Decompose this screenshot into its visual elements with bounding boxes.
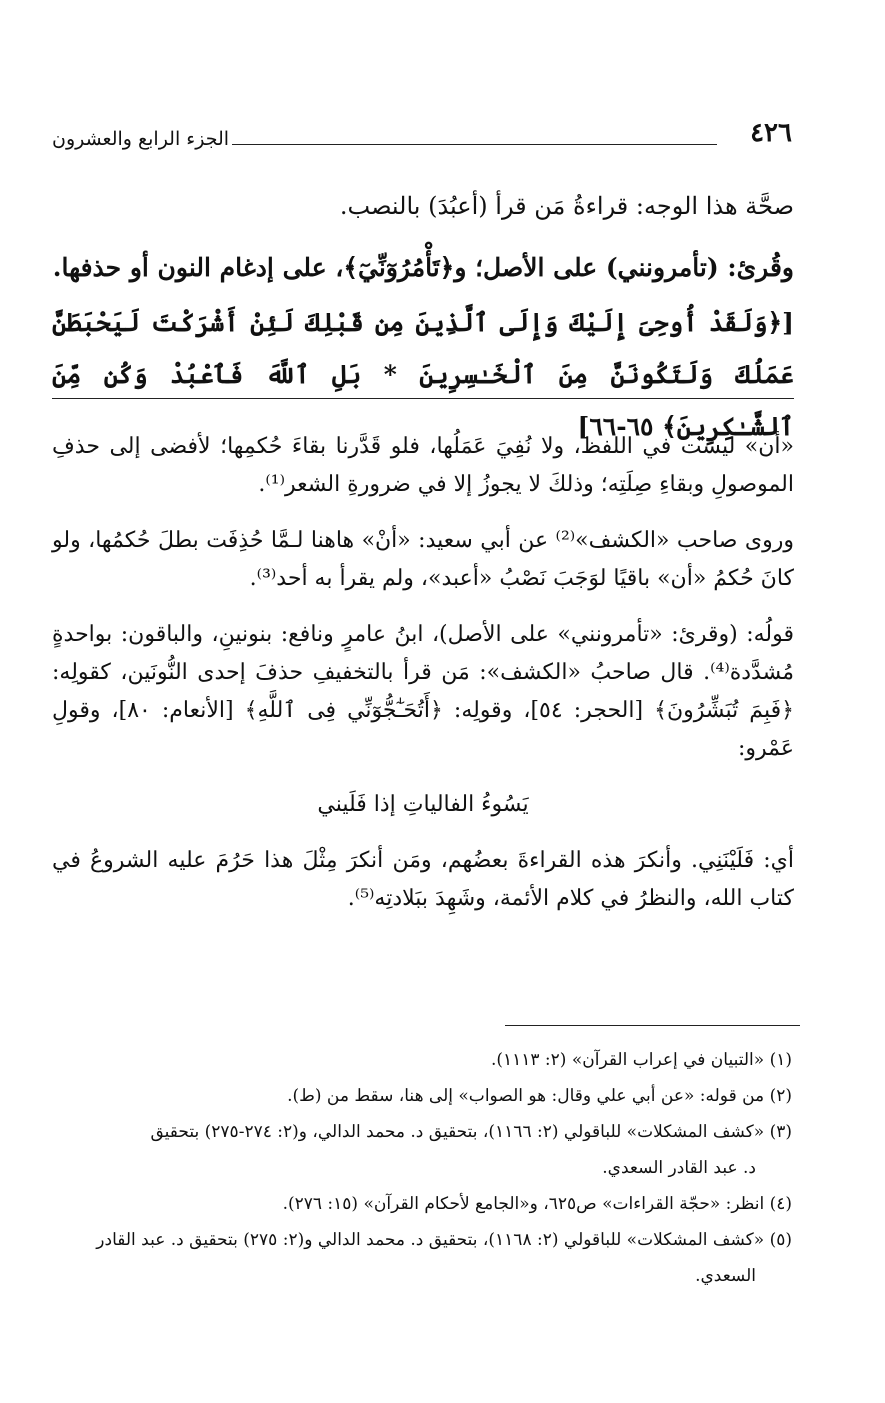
footnote	[60, 1117, 792, 1147]
footnote	[60, 1225, 792, 1255]
poetry-verse: يَسُوءُ الفالياتِ إذا فَلَيني	[317, 792, 529, 817]
header-rule	[232, 144, 717, 145]
commentary-paragraph: وروى صاحب «الكشف»⁽²⁾ عن أبي سعيد: «أنْ» هاهنا لـمَّا حُذِفَت بطلَ حُكمُها، ولو كانَ حُكمُ «أن» باقيًا لوَجَبَ نَصْبُ «أعبد»، ولم يقرأ به أحد⁽³⁾.	[52, 528, 794, 591]
main-text	[52, 185, 794, 453]
commentary-paragraph: قولُه: (وقرئ: «تأمرونني» على الأصل)، ابنُ عامرٍ ونافع: بنونينِ، والباقون: بواحدةٍ مُشدَّدة⁽⁴⁾. قال صاحبُ «الكشف»: مَن قرأ بالتخفيفِ حذفَ إحدى النُّونَين، كقولِه: ﴿فَبِمَ تُبَشِّرُونَ﴾ [الحجر: ٥٤]، وقولِه: ﴿أَتُحَـٰٓجُّوٓنِّي فِى ٱللَّهِ﴾ [الأنعام: ٨٠]، وقولِ عَمْرو:	[52, 622, 794, 761]
footnote	[60, 1081, 792, 1111]
commentary-paragraph: «أن» ليست في اللفظ، ولا نُفِيَ عَمَلُها، فلو قَدَّرنا بقاءَ حُكمِها؛ لأفضى إلى حذفِ الموصولِ وبقاءِ صِلَتِه؛ وذلكَ لا يجوزُ إلا في ضرورةِ الشعر⁽¹⁾.	[52, 434, 794, 497]
qiraat-line: وقُرئ: (تأمرونني) على الأصل؛ و﴿تَأْمُرُوٓنِّيٓ﴾، على إدغام النون أو حذفها.	[52, 253, 794, 282]
footnote-continuation: د. عبد القادر السعدي.	[602, 1158, 756, 1178]
footnote-continuation: السعدي.	[695, 1266, 756, 1286]
footnote-number: (١)	[769, 1050, 792, 1070]
footnote-number: (٤)	[769, 1194, 792, 1214]
footnote-text: انظر: «حجّة القراءات» ص٦٢٥، و«الجامع لأحكام القرآن» (١٥: ٢٧٦).	[282, 1194, 765, 1214]
main-text-line: صحَّة هذا الوجه: قراءةُ مَن قرأ (أعبُدَ) بالنصب.	[339, 192, 794, 220]
page-number: ٤٢٦	[750, 118, 792, 148]
commentary-paragraph: أي: فَلَيْنَنِي. وأنكرَ هذه القراءةَ بعضُهم، ومَن أنكرَ مِثْلَ هذا حَرُمَ عليه الشروعُ في كتاب الله، والنظرُ في كلام الأئمة، وشَهِدَ ببَلادتِه⁽⁵⁾.	[52, 848, 794, 911]
footnote-text: «كشف المشكلات» للباقولي (٢: ١١٦٦)، بتحقيق د. محمد الدالي، و(٢: ٢٧٤-٢٧٥) بتحقيق	[150, 1122, 765, 1142]
footnote-number: (٥)	[769, 1230, 792, 1250]
footnote-number: (٢)	[769, 1086, 792, 1106]
running-title: الجزء الرابع والعشرون	[52, 128, 230, 150]
footnotes	[60, 1045, 792, 1297]
footnote-text: من قوله: «عن أبي علي وقال: هو الصواب» إلى هنا، سقط من (ط).	[287, 1086, 765, 1106]
commentary	[52, 428, 794, 936]
footnote-divider	[505, 1025, 800, 1026]
section-divider	[52, 398, 794, 399]
footnote	[60, 1045, 792, 1075]
footnote-number: (٣)	[769, 1122, 792, 1142]
footnote-text: «التبيان في إعراب القرآن» (٢: ١١١٣).	[490, 1050, 765, 1070]
page-header	[52, 118, 792, 160]
footnote	[60, 1189, 792, 1219]
quran-verse: [﴿وَلَقَدْ أُوحِىَ إِلَيْكَ وَإِلَى ٱلَّذِينَ مِن قَبْلِكَ لَئِنْ أَشْرَكْتَ لَيَحْبَطَنَّ عَمَلُكَ وَلَتَكُونَنَّ مِنَ ٱلْخَـٰسِرِينَ * بَلِ ٱللَّهَ فَٱعْبُدْ وَكُن مِّنَ ٱلشَّـٰكِرِينَ﴾ ٦٥-٦٦]	[52, 308, 794, 441]
footnote-text: «كشف المشكلات» للباقولي (٢: ١١٦٨)، بتحقيق د. محمد الدالي و(٢: ٢٧٥) بتحقيق د. عبد القادر	[96, 1230, 765, 1250]
